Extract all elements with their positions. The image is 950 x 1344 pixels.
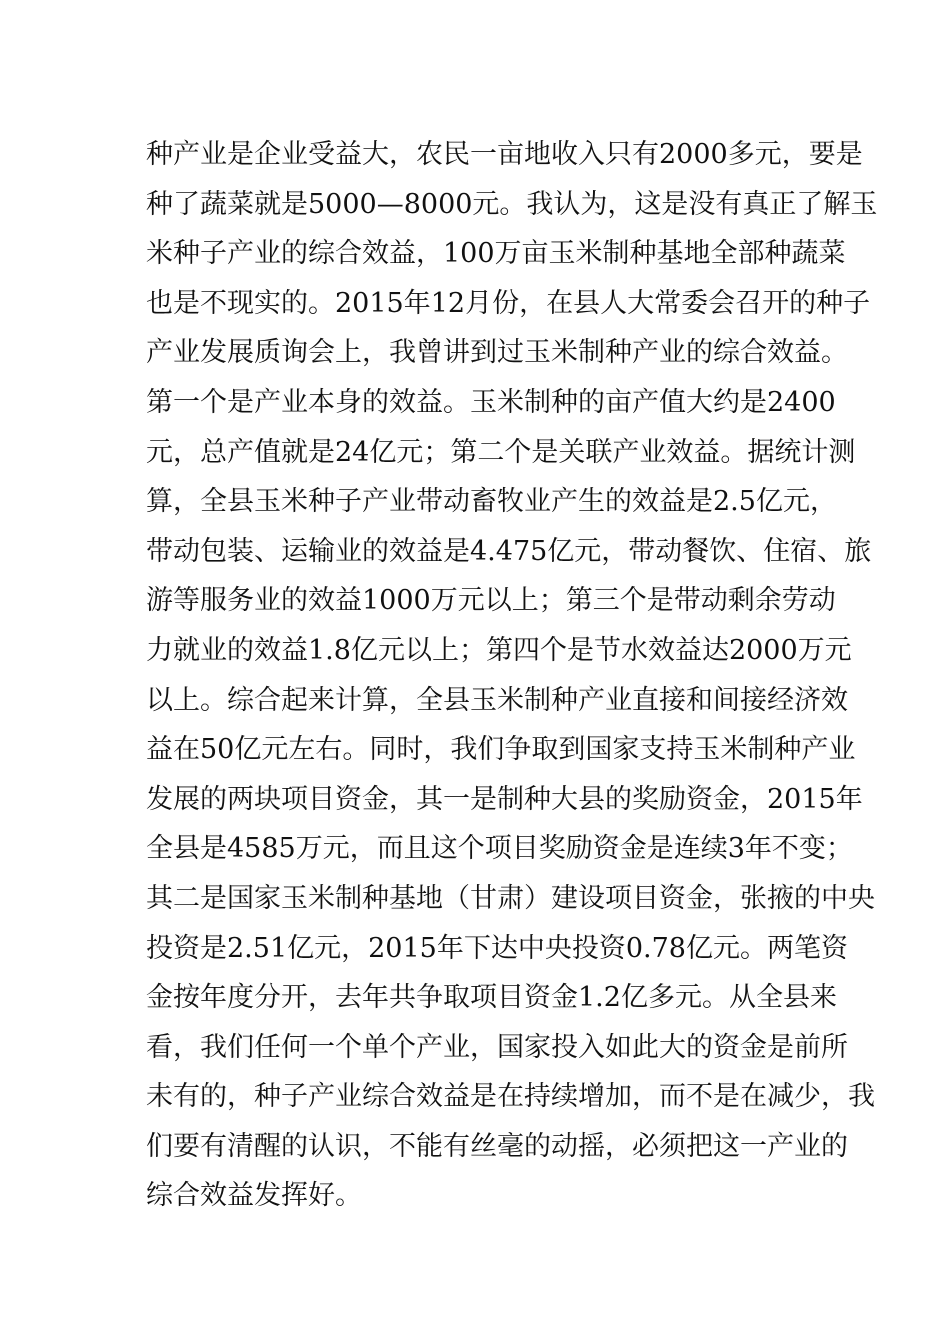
text-line-10: 游等服务业的效益1000万元以上；第三个是带动剩余劳动 bbox=[146, 585, 836, 617]
text-line-21: 们要有清醒的认识，不能有丝毫的动摇，必须把这一产业的 bbox=[146, 1130, 848, 1162]
text-line-4: 也是不现实的。2015年12月份，在县人大常委会召开的种子 bbox=[146, 287, 871, 319]
text-line-3: 米种子产业的综合效益，100万亩玉米制种基地全部种蔬菜 bbox=[146, 238, 846, 270]
text-line-17: 投资是2.51亿元，2015年下达中央投资0.78亿元。两笔资 bbox=[146, 932, 848, 964]
text-line-6: 第一个是产业本身的效益。玉米制种的亩产值大约是2400 bbox=[146, 386, 836, 418]
text-line-7: 元，总产值就是24亿元；第二个是关联产业效益。据统计测 bbox=[146, 436, 856, 468]
text-line-11: 力就业的效益1.8亿元以上；第四个是节水效益达2000万元 bbox=[146, 634, 852, 666]
text-line-2: 种了蔬菜就是5000—8000元。我认为，这是没有真正了解玉 bbox=[146, 188, 878, 220]
text-line-16: 其二是国家玉米制种基地（甘肃）建设项目资金，张掖的中央 bbox=[146, 882, 875, 914]
text-line-8: 算，全县玉米种子产业带动畜牧业产生的效益是2.5亿元， bbox=[146, 486, 837, 518]
text-line-9: 带动包装、运输业的效益是4.475亿元，带动餐饮、住宿、旅 bbox=[146, 535, 872, 567]
text-line-22: 综合效益发挥好。 bbox=[146, 1180, 362, 1212]
text-line-15: 全县是4585万元，而且这个项目奖励资金是连续3年不变； bbox=[146, 833, 853, 865]
body-paragraph bbox=[146, 130, 878, 1221]
text-line-5: 产业发展质询会上，我曾讲到过玉米制种产业的综合效益。 bbox=[146, 337, 848, 369]
text-line-14: 发展的两块项目资金，其一是制种大县的奖励资金，2015年 bbox=[146, 783, 863, 815]
text-line-18: 金按年度分开，去年共争取项目资金1.2亿多元。从全县来 bbox=[146, 982, 837, 1014]
text-line-20: 未有的，种子产业综合效益是在持续增加，而不是在减少，我 bbox=[146, 1081, 875, 1113]
text-line-12: 以上。综合起来计算，全县玉米制种产业直接和间接经济效 bbox=[146, 684, 848, 716]
text-line-13: 益在50亿元左右。同时，我们争取到国家支持玉米制种产业 bbox=[146, 734, 856, 766]
text-line-1: 种产业是企业受益大，农民一亩地收入只有2000多元，要是 bbox=[146, 139, 863, 170]
text-line-19: 看，我们任何一个单个产业，国家投入如此大的资金是前所 bbox=[146, 1031, 848, 1063]
